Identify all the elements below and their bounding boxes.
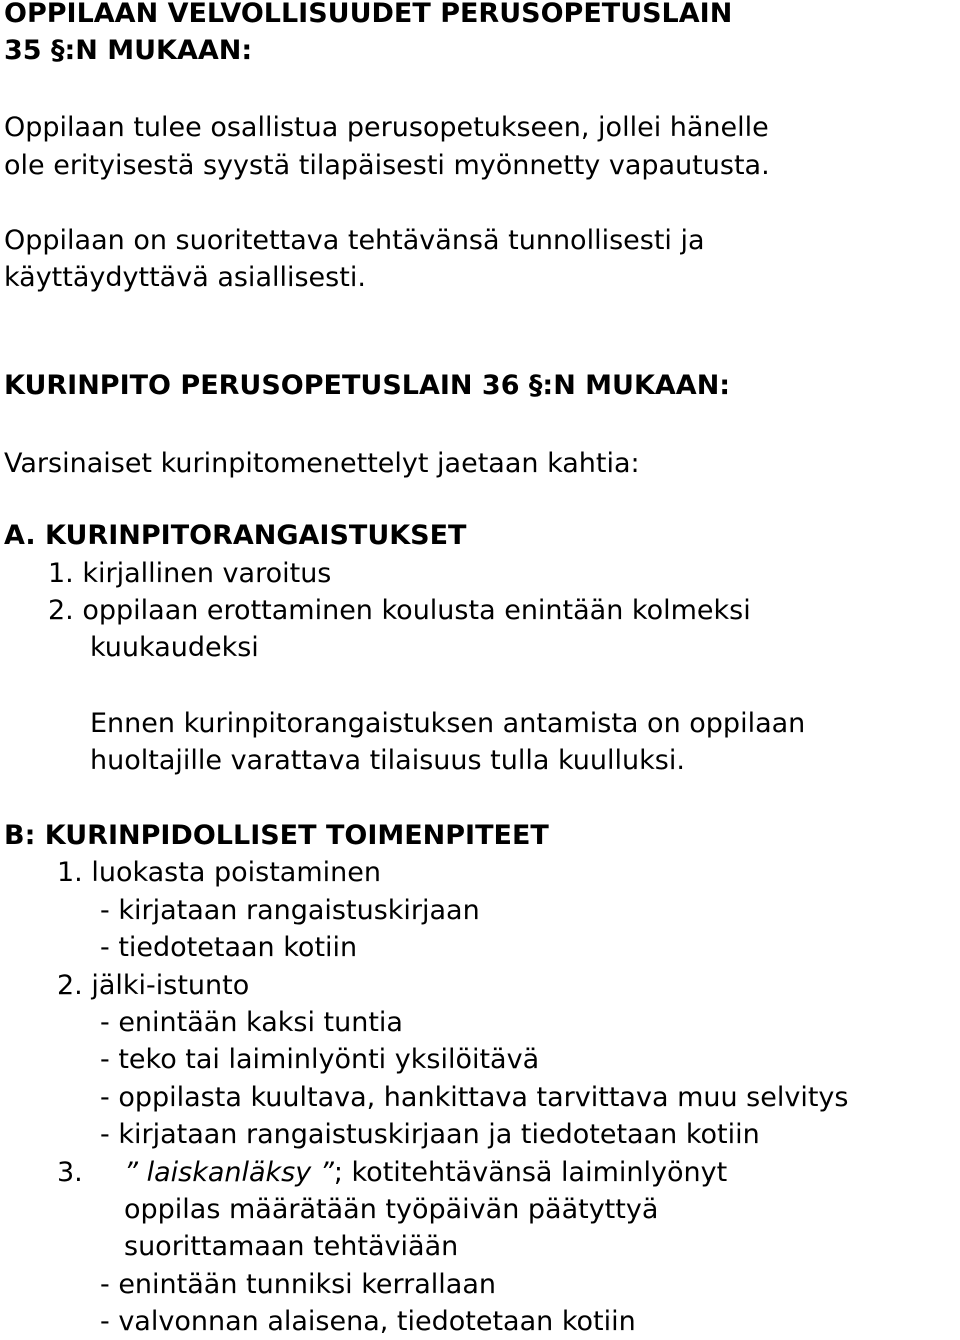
section-b-item-2-sub-4: - kirjataan rangaistuskirjaan ja tiedotetaan kotiin (100, 1119, 760, 1150)
section-b-item-3-sub-2: - valvonnan alaisena, tiedotetaan kotiin (100, 1306, 636, 1337)
section-a-note-line-2: huoltajille varattava tilaisuus tulla kuulluksi. (90, 745, 685, 776)
section-b-item-1: 1. luokasta poistaminen (57, 857, 381, 888)
section-a-item-1: 1. kirjallinen varoitus (48, 558, 332, 589)
heading-line-2: 35 §:N MUKAAN: (4, 35, 253, 66)
laiskanlaksy-term: laiskanläksy (146, 1157, 312, 1188)
section-a-item-2-line-1: 2. oppilaan erottaminen koulusta enintään kolmeksi (48, 595, 751, 626)
section-b-item-2: 2. jälki-istunto (57, 970, 250, 1001)
paragraph-1-line-1: Oppilaan tulee osallistua perusopetukseen, jollei hänelle (4, 112, 769, 143)
section-b-item-3-sub-1: - enintään tunniksi kerrallaan (100, 1269, 497, 1300)
heading-discipline: KURINPITO PERUSOPETUSLAIN 36 §:N MUKAAN: (4, 370, 731, 401)
section-b-item-3-line-3: suorittamaan tehtäviään (124, 1231, 459, 1262)
intro-text: Varsinaiset kurinpitomenettelyt jaetaan kahtia: (4, 448, 640, 479)
paragraph-1-line-2: ole erityisestä syystä tilapäisesti myönnetty vapautusta. (4, 150, 770, 181)
quote-close: ” (319, 1157, 334, 1188)
section-b-title: B: KURINPIDOLLISET TOIMENPITEET (4, 820, 549, 851)
section-b-item-2-sub-2: - teko tai laiminlyönti yksilöitävä (100, 1044, 540, 1075)
section-a-note-line-1: Ennen kurinpitorangaistuksen antamista on oppilaan (90, 708, 806, 739)
section-b-item-1-sub-1: - kirjataan rangaistuskirjaan (100, 895, 480, 926)
section-b-item-2-sub-1: - enintään kaksi tuntia (100, 1007, 403, 1038)
section-b-item-2-sub-3: - oppilasta kuultava, hankittava tarvittava muu selvitys (100, 1082, 849, 1113)
paragraph-2-line-2: käyttäydyttävä asiallisesti. (4, 262, 366, 293)
section-a-title: A. KURINPITORANGAISTUKSET (4, 520, 467, 551)
section-b-item-3-line-1 (124, 1159, 727, 1186)
paragraph-2-line-1: Oppilaan on suoritettava tehtävänsä tunnollisesti ja (4, 225, 705, 256)
section-b-item-1-sub-2: - tiedotetaan kotiin (100, 932, 358, 963)
section-b-item-3-rest: ; kotitehtävänsä laiminlyönyt (333, 1157, 728, 1188)
quote-open: ” (124, 1157, 138, 1188)
section-a-item-2-line-2: kuukaudeksi (90, 632, 259, 663)
section-b-item-3-line-2: oppilas määrätään työpäivän päätyttyä (124, 1194, 659, 1225)
heading-line-1: OPPILAAN VELVOLLISUUDET PERUSOPETUSLAIN (4, 0, 733, 29)
section-b-item-3-number: 3. (57, 1157, 83, 1188)
